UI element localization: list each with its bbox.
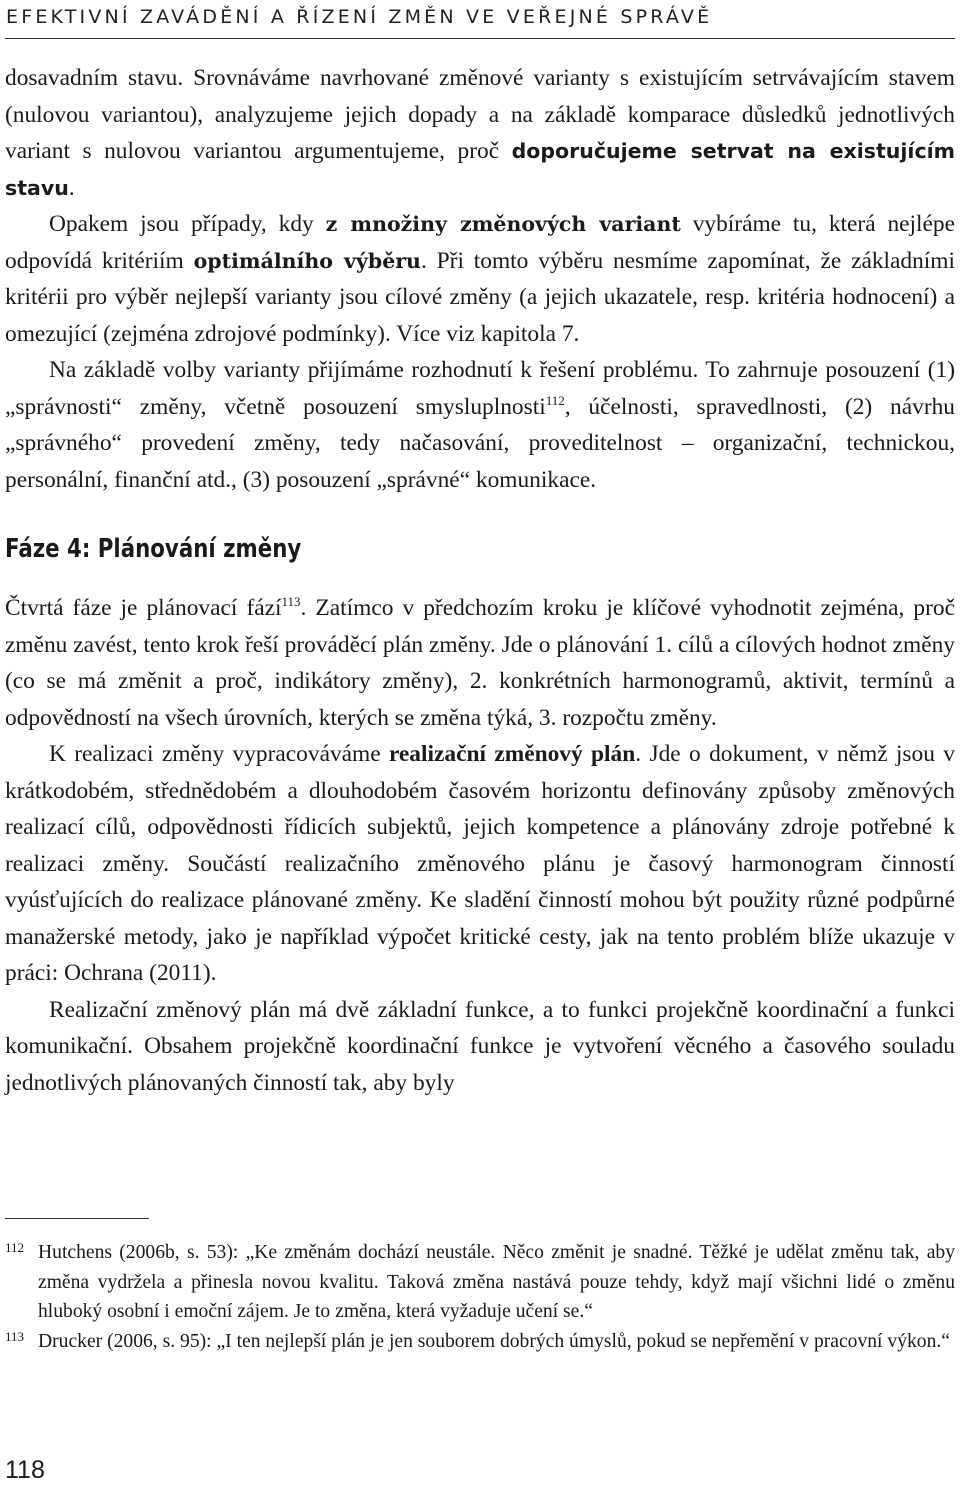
footnote-ref-112[interactable]: 112 — [545, 392, 565, 408]
paragraph-1: dosavadním stavu. Srovnáváme navrhované změnové varianty s existujícím setrvávajícím stavem (nulovou variantou), analyzujeme jejich dopady a na základě komparace důsledků jednotlivých variant s nulovou variantou argumentujeme, proč doporučujeme setrvat na existujícím stavu. — [5, 65, 955, 201]
paragraph-4: Čtvrtá fáze je plánovací fází$^{113}$. Zatímco v předchozím kroku je klíčové vyhodnotit zejména, proč změnu zavést, tento krok řeší prováděcí plán změny. Jde o plánování 1. cílů a cílových hodnot změny (co se má změnit a proč, indikátory změny), 2. konkrétních harmonogramů, aktivit, termínů a odpovědností na všech úrovních, kterých se změna týká, 3. rozpočtu změny. — [5, 594, 955, 731]
body-text — [5, 60, 955, 1101]
paragraph-2: Opakem jsou případy, kdy z množiny změnových variant vybíráme tu, která nejlépe odpovídá kritériím optimálního výběru. Při tomto výběru nesmíme zapomínat, že základními kritérii pro výběr nejlepší varianty jsou cílové změny (a jejich ukazatele, resp. kritéria hodnocení) a omezující (zejména zdrojové podmínky). Více viz kapitola 7. — [5, 211, 955, 347]
footnote-ref-113[interactable]: 113 — [281, 594, 301, 609]
header-rule — [5, 38, 955, 39]
bold-phrase: optimálního výběru — [193, 248, 421, 273]
footnote-rule — [5, 1218, 149, 1219]
paragraph-3: Na základě volby varianty přijímáme rozhodnutí k řešení problému. To zahrnuje posouzení (1) „správnosti“ změny, včetně posouzení smysluplnosti$^{112}$, účelnosti, spravedlnosti, (2) návrhu „správného“ provedení změny, tedy načasování, proveditelnost – organizační, technickou, personální, finanční atd., (3) posouzení „správné“ komunikace. — [5, 357, 955, 493]
footnote-number: 113 — [5, 1328, 25, 1344]
page-number: 118 — [5, 1456, 45, 1484]
footnote-text: Hutchens (2006b, s. 53): „Ke změnám dochází neustále. Něco změnit je snadné. Těžké je udělat změnu tak, aby změna vydržela a přinesla novou kvalitu. Taková změna nastává pouze tehdy, když mají všichni lidé o změnu hluboký osobní i emoční zájem. Je to změna, která vyžaduje učení se.“ — [38, 1242, 955, 1322]
footnote-text: Drucker (2006, s. 95): „I ten nejlepší plán je jen souborem dobrých úmyslů, pokud se nepřemění v pracovní výkon.“ — [38, 1330, 950, 1352]
section-heading: Fáze 4: Plánování změny — [5, 534, 302, 564]
paragraph-5: K realizaci změny vypracováváme realizační změnový plán. Jde o dokument, v němž jsou v krátkodobém, střednědobém a dlouhodobém časovém horizontu definovány způsoby změnových realizací cílů, odpovědnosti řídicích subjektů, jejich kompetence a plánovány zdroje potřebné k realizaci změny. Součástí realizačního změnového plánu je časový harmonogram činností vyúsťujících do realizace plánované změny. Ke sladění činností mohou být použity různé podpůrné manažerské metody, jako je například výpočet kritické cesty, jak na tento problém blíže ukazuje v práci: Ochrana (2011). — [5, 741, 955, 986]
footnote-112 — [5, 1238, 955, 1327]
footnote-113 — [5, 1327, 955, 1357]
bold-phrase: z množiny změnových variant — [325, 212, 681, 236]
footnote-number: 112 — [5, 1240, 25, 1255]
paragraph-6: Realizační změnový plán má dvě základní funkce, a to funkci projekčně koordinační a funkci komunikační. Obsahem projekčně koordinační funkce je vytvoření věcného a časového souladu jednotlivých plánovaných činností tak, aby byly — [5, 996, 955, 1096]
running-header: EFEKTIVNÍ ZAVÁDĚNÍ A ŘÍZENÍ ZMĚN VE VEŘEJNÉ SPRÁVĚ — [6, 6, 713, 28]
footnotes — [5, 1238, 955, 1356]
bold-phrase: realizační změnový plán — [388, 741, 636, 767]
bold-phrase: doporučujeme setrvat na existujícím stavu — [5, 139, 955, 200]
